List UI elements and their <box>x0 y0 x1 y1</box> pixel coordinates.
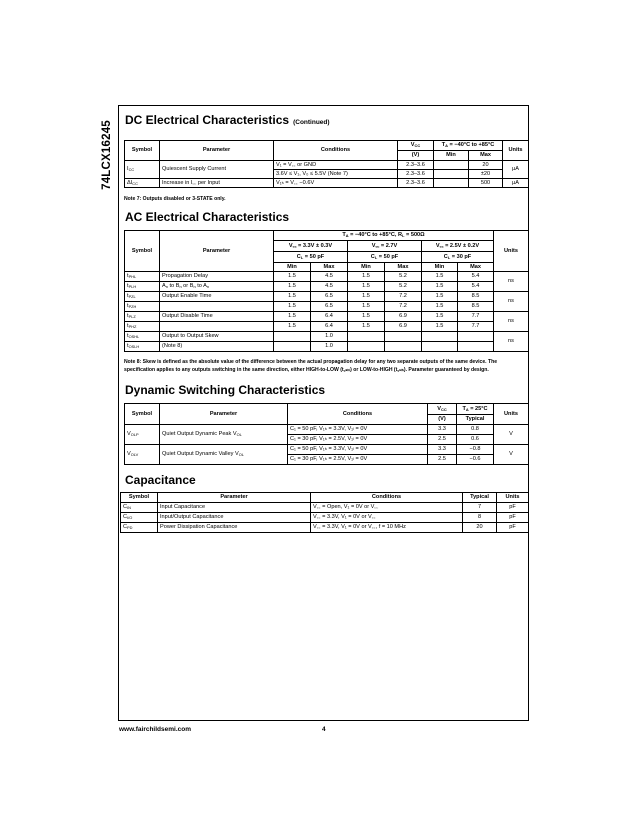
table-row: $t_{OSLH}$ (Note 8) 1.0 <box>125 342 529 352</box>
cap-hdr-units: Units <box>497 493 529 503</box>
table-row: $C_{IN}$ Input Capacitance V꜀꜀ = Open, V₁ = 0V or V꜀꜀ 7 pF <box>121 503 529 513</box>
dc-hdr-min: Min <box>434 151 469 161</box>
table-row: $C_{I/O}$ Input/Output Capacitance V꜀꜀ = 3.3V, V₁ = 0V or V꜀꜀ 8 pF <box>121 513 529 523</box>
part-number-side-label: 74LCX16245 <box>101 120 113 190</box>
cap-hdr-typical: Typical <box>463 493 497 503</box>
ac-hdr-symbol: Symbol <box>125 231 160 272</box>
continued-label: (Continued) <box>293 119 330 126</box>
table-row: $t_{OSHL}$ Output to Output Skew 1.0 ns <box>125 332 529 342</box>
ac-hdr-parameter: Parameter <box>160 231 274 272</box>
footer-website-link[interactable]: www.fairchildsemi.com <box>119 726 192 733</box>
ac-section-title: AC Electrical Characteristics <box>125 210 290 224</box>
dc-hdr-symbol: Symbol <box>125 141 160 161</box>
dc-hdr-parameter: Parameter <box>160 141 274 161</box>
ac-hdr-cl-30: $C_L = 30$ pF <box>422 252 494 263</box>
cap-hdr-parameter: Parameter <box>158 493 311 503</box>
ac-hdr-vcc-25: V꜀꜀ = 2.5V ± 0.2V <box>422 241 494 252</box>
table-row: $t_{PHL}$ Propagation Delay 1.5 4.5 1.5 5.2 1.5 5.4 ns <box>125 272 529 282</box>
dyn-hdr-units: Units <box>494 404 529 425</box>
dyn-table: Symbol Parameter Conditions $V_{CC}$ $T_A = 25^\circ C$ Units (V) Typical $V_{OLP}$ Quiet Output Dynamic Peak $V_{OL}$ C₁ = 50 pF, V₁ₕ = 3.3V, V₁ₗ = 0V 3.3 0.8 V C₁ = 30 pF, V₁ₕ = 2.5V, V₁ₗ = 0V 2.5 0.6 $V_{OLV}$ Quiet Output Dynamic Valley $V_{OL}$ C₁ = 50 pF, V₁ₕ = 3.3V, V₁ₗ = 0V 3.3 −0.8 V C₁ = 30 pF, V₁ₕ = 2.5V, V₁ₗ = 0V 2.5 −0.6 <box>124 403 529 465</box>
dc-hdr-units: Units <box>503 141 529 161</box>
dyn-hdr-vcc: $V_{CC}$ <box>428 404 457 415</box>
table-row: $t_{PZH}$ 1.5 6.5 1.5 7.2 1.5 8.5 <box>125 302 529 312</box>
ac-hdr-vcc-33: V꜀꜀ = 3.3V ± 0.3V <box>274 241 348 252</box>
page-number: 4 <box>322 726 326 733</box>
dc-hdr-vcc-unit: (V) <box>398 151 434 161</box>
table-row: $t_{PLH}$ $A_n$ to $B_n$ or $B_n$ to $A_n$ 1.5 4.5 1.5 5.2 1.5 5.4 <box>125 282 529 292</box>
table-row: $t_{PLZ}$ Output Disable Time 1.5 6.4 1.5 6.9 1.5 7.7 ns <box>125 312 529 322</box>
dyn-hdr-ta: $T_A = 25^\circ C$ <box>457 404 494 415</box>
table-row: C₁ = 30 pF, V₁ₕ = 2.5V, V₁ₗ = 0V 2.5 0.6 <box>125 435 529 445</box>
ac-hdr-units: Units <box>494 231 529 272</box>
table-row: $C_{PD}$ Power Dissipation Capacitance V꜀꜀ = 3.3V, V₁ = 0V or V꜀꜀, f = 10 MHz 20 pF <box>121 523 529 533</box>
dc-note: Note 7: Outputs disabled or 3-STATE only. <box>124 196 226 202</box>
ac-hdr-cl-50-b: $C_L = 50$ pF <box>348 252 422 263</box>
table-row: $V_{OLV}$ Quiet Output Dynamic Valley $V_{OL}$ C₁ = 50 pF, V₁ₕ = 3.3V, V₁ₗ = 0V 3.3 −0.8 V <box>125 445 529 455</box>
cap-hdr-symbol: Symbol <box>121 493 158 503</box>
dc-hdr-ta: $T_A = -40^\circ C$ to +85°C <box>434 141 503 151</box>
table-row: C₁ = 30 pF, V₁ₕ = 2.5V, V₁ₗ = 0V 2.5 −0.6 <box>125 455 529 465</box>
dyn-section-title: Dynamic Switching Characteristics <box>125 383 326 397</box>
cap-section-title: Capacitance <box>125 473 196 487</box>
ac-hdr-vcc-27: V꜀꜀ = 2.7V <box>348 241 422 252</box>
ac-hdr-ta: $T_A = -40^\circ C$ to +85°C, $R_L = 500\Omega$ <box>274 231 494 241</box>
dyn-hdr-symbol: Symbol <box>125 404 160 425</box>
table-row: $t_{PZL}$ Output Enable Time 1.5 6.5 1.5 7.2 1.5 8.5 ns <box>125 292 529 302</box>
dc-hdr-max: Max <box>469 151 503 161</box>
table-row: $I_{CC}$ Quiescent Supply Current V₁ = V꜀꜀ or GND 2.3–3.6 20 µA <box>125 161 529 170</box>
cap-hdr-conditions: Conditions <box>311 493 463 503</box>
ac-hdr-cl-50-a: $C_L = 50$ pF <box>274 252 348 263</box>
table-row: $V_{OLP}$ Quiet Output Dynamic Peak $V_{OL}$ C₁ = 50 pF, V₁ₕ = 3.3V, V₁ₗ = 0V 3.3 0.8 V <box>125 425 529 435</box>
dc-section-title: DC Electrical Characteristics (Continued) <box>125 113 330 127</box>
dyn-hdr-parameter: Parameter <box>160 404 288 425</box>
dc-hdr-vcc: $V_{CC}$ <box>398 141 434 151</box>
table-row: $t_{PHZ}$ 1.5 6.4 1.5 6.9 1.5 7.7 <box>125 322 529 332</box>
cap-table <box>120 492 529 533</box>
dc-table <box>124 140 529 188</box>
table-row: $\Delta I_{CC}$ Increase in I꜀꜀ per Input V₁ₕ = V꜀꜀ −0.6V 2.3–3.6 500 µA <box>125 179 529 188</box>
dc-hdr-conditions: Conditions <box>274 141 398 161</box>
ac-table: Symbol Parameter $T_A = -40^\circ C$ to +85°C, $R_L = 500\Omega$ Units V꜀꜀ = 3.3V ± 0.3V V꜀꜀ = 2.7V V꜀꜀ = 2.5V ± 0.2V $C_L = 50$ pF $C_L = 50$ pF $C_L = 30$ pF Min Max Min Max Min Max $t_{PHL}$ Propagation Delay 1.5 4.5 1.5 5.2 1.5 5.4 ns $t_{PLH}$ $A_n$ to $B_n$ or $B_n$ to $A_n$ 1.5 4.5 1.5 5.2 1.5 5.4 $t_{PZL}$ Output Enable Time 1.5 6.5 1.5 7.2 1.5 8.5 ns $t_{PZH}$ 1.5 6.5 1.5 7.2 1.5 8.5 $t_{PLZ}$ Output Disable Time 1.5 6.4 1.5 6.9 1.5 7.7 ns $t_{PHZ}$ 1.5 6.4 1.5 6.9 1.5 7.7 $t_{OSHL}$ Output to Output Skew 1.0 ns $t_{OSLH}$ (Note 8) 1.0 <box>124 230 529 352</box>
ac-note: Note 8: Skew is defined as the absolute value of the difference between the actual propagation delay for any two separate outputs of the same device. The specification applies to any outputs switching in the same direction, either HIGH-to-LOW (t꜀ₛₕₗ) or LOW-to-HIGH (t꜀ₛₗₕ). Parameter guaranteed by design. <box>124 359 498 373</box>
dyn-hdr-conditions: Conditions <box>288 404 428 425</box>
table-row: 3.6V ≤ V₁, V₀ ≤ 5.5V (Note 7) 2.3–3.6 ±20 <box>125 170 529 179</box>
